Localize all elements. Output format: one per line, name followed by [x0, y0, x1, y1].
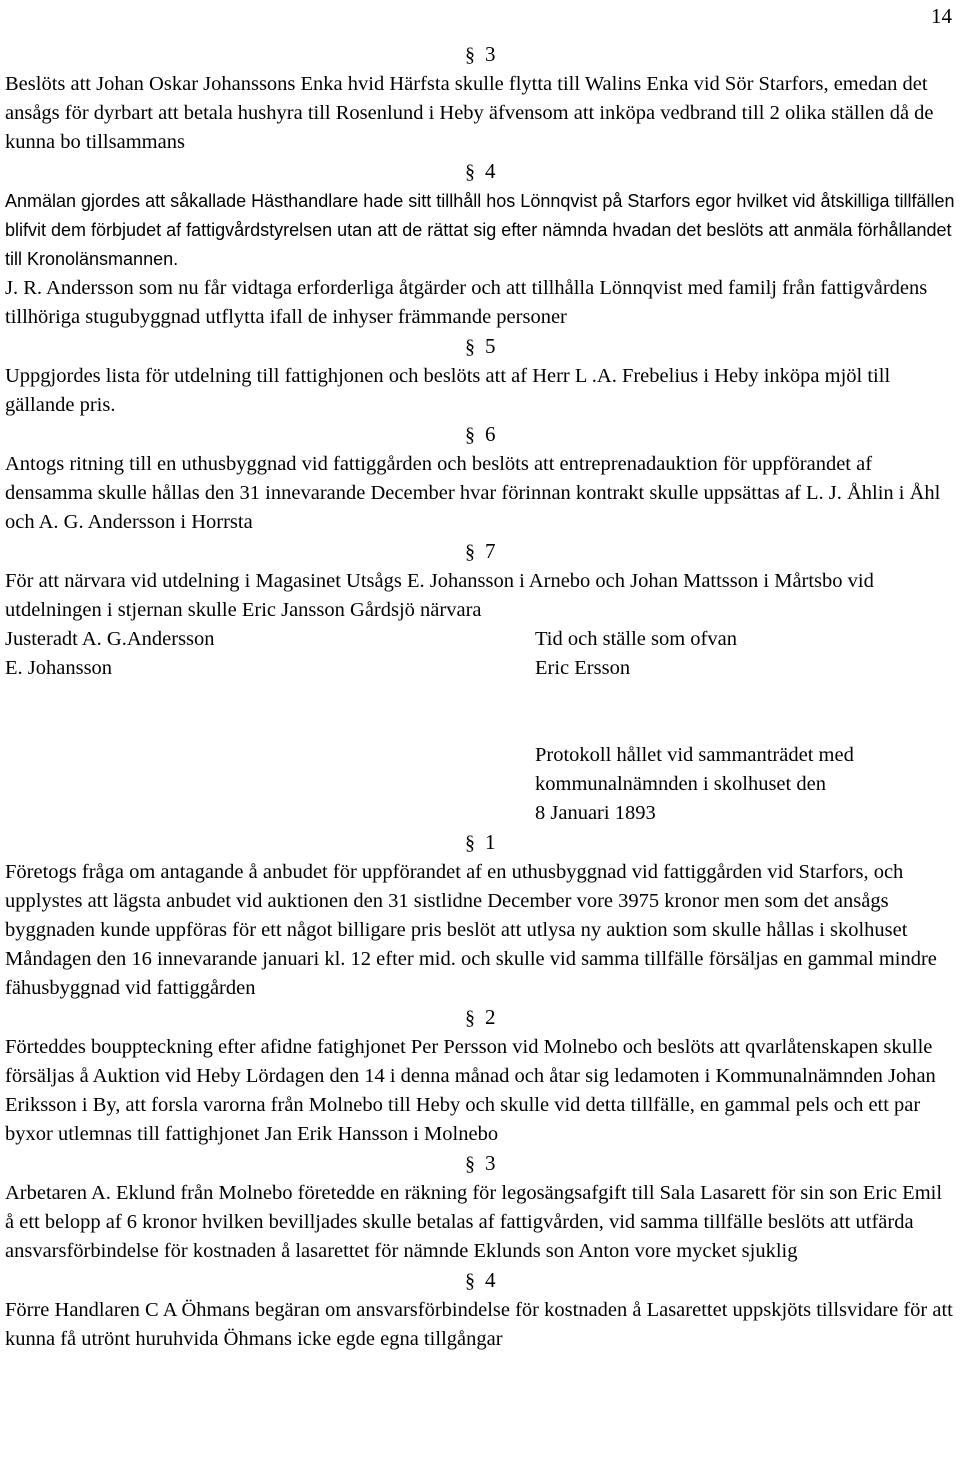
section-number: 4: [485, 1268, 496, 1292]
protocol-date: 8 Januari 1893: [535, 802, 656, 824]
section-symbol: §: [465, 1270, 475, 1292]
paragraph-t3: Arbetaren A. Eklund från Molnebo företedde en räkning för legosängsafgift till Sala Lasarett för sin son Eric Emil å ett belopp af 6 kronor hvilken bevilljades skulle betalas af fattigvården, vid samma tillfälle beslöts att utfärda ansvarsförbindelse för kostnaden å lasarettet för nämnde Eklunds son Anton vore mycket sjuklig: [5, 1182, 943, 1262]
signature-row-2: [5, 654, 955, 683]
spacer: [5, 683, 955, 741]
section-symbol: §: [465, 1153, 475, 1175]
section-symbol: §: [465, 44, 475, 66]
section-heading-3b: [5, 1149, 955, 1179]
signature-left-1: Justeradt A. G.Andersson: [5, 628, 215, 650]
section-symbol: §: [465, 1007, 475, 1029]
paragraph-s7: För att närvara vid utdelning i Magasinet Utsågs E. Johansson i Arnebo och Johan Mattsson i Mårtsbo vid utdelningen i stjernan skulle Eric Jansson Gårdsjö närvara: [5, 570, 874, 621]
paragraph-t4: Förre Handlaren C A Öhmans begäran om ansvarsförbindelse för kostnaden å Lasarettet uppskjöts tillsvidare för att kunna få utrönt huruhvida Öhmans icke egde egna tillgångar: [5, 1299, 953, 1350]
signature-row-1: [5, 625, 955, 654]
paragraph-s4-a: Anmälan gjordes att såkallade Hästhandlare hade sitt tillhåll hos Lönnqvist på Starfors egor hvilket vid åtskilliga tillfällen blifvit dem förbjudet af fattigvårdstyrelsen utan att de rättat sig efter nämnda hvadan det beslöts att anmäla förhållandet till Kronolänsmannen.: [5, 191, 955, 269]
section-number: 3: [485, 1151, 496, 1175]
section-symbol: §: [465, 541, 475, 563]
section-heading-3: [5, 40, 955, 70]
paragraph-t1: Företogs fråga om antagande å anbudet för uppförandet af en uthusbyggnad vid fattiggården vid Starfors, och upplystes att lägsta anbudet vid auktionen den 31 sistlidne December vore 3975 kronor men som det ansågs byggnaden kunde uppföras för ett något billigare pris beslöt att utlysa ny auktion som skulle hållas i skolhuset Måndagen den 16 innevarande januari kl. 12 efter mid. och skulle vid samma tillfälle försäljas en gammal mindre fähusbyggnad vid fattiggården: [5, 861, 937, 999]
section-heading-5: [5, 332, 955, 362]
paragraph-s6: Antogs ritning till en uthusbyggnad vid fattiggården och beslöts att entreprenadauktion för uppförandet af densamma skulle hållas den 31 innevarande December hvar förinnan kontrakt skulle uppsättas af L. J. Åhlin i Åhl och A. G. Andersson i Horrsta: [5, 453, 941, 533]
section-heading-7: [5, 537, 955, 567]
section-symbol: §: [465, 832, 475, 854]
section-number: 3: [485, 42, 496, 66]
section-number: 5: [485, 334, 496, 358]
section-symbol: §: [465, 336, 475, 358]
section-symbol: §: [465, 161, 475, 183]
section-heading-4: [5, 157, 955, 187]
section-number: 7: [485, 539, 496, 563]
page-number: 14: [931, 4, 952, 28]
paragraph-t2: Förteddes bouppteckning efter afidne fatighjonet Per Persson vid Molnebo och beslöts att qvarlåtenskapen skulle försäljas å Auktion vid Heby Lördagen den 14 i denna månad och åtar sig ledamoten i Kommunalnämnden Johan Eriksson i By, att forsla varorna från Molnebo till Heby och skulle vid detta tillfälle, en gammal pels och ett par byxor utlemnas till fattighjonet Jan Erik Hansson i Molnebo: [5, 1036, 936, 1145]
document-page: [5, 40, 955, 1354]
paragraph-s5: Uppgjordes lista för utdelning till fattighjonen och beslöts att af Herr L .A. Frebelius i Heby inköpa mjöl till gällande pris.: [5, 365, 891, 416]
signature-right-1: Tid och ställe som ofvan: [535, 628, 737, 650]
signature-left-2: E. Johansson: [5, 657, 113, 679]
section-number: 6: [485, 422, 496, 446]
section-number: 2: [485, 1005, 496, 1029]
section-heading-1: [5, 828, 955, 858]
section-heading-6: [5, 420, 955, 450]
protocol-header: [5, 741, 955, 828]
section-number: 1: [485, 830, 496, 854]
section-heading-4b: [5, 1266, 955, 1296]
paragraph-s4-b: J. R. Andersson som nu får vidtaga erforderliga åtgärder och att tillhålla Lönnqvist med familj från fattigvårdens tillhöriga stugubyggnad utflytta ifall de inhyser främmande personer: [5, 277, 928, 328]
signature-right-2: Eric Ersson: [535, 657, 631, 679]
paragraph-s3: Beslöts att Johan Oskar Johanssons Enka hvid Härfsta skulle flytta till Walins Enka vid Sör Starfors, emedan det ansågs för dyrbart att betala hushyra till Rosenlund i Heby äfvensom att inköpa vedbrand till 2 olika ställen då de kunna bo tillsammans: [5, 73, 934, 153]
section-heading-2: [5, 1003, 955, 1033]
section-symbol: §: [465, 424, 475, 446]
protocol-line-2: kommunalnämnden i skolhuset den: [535, 773, 826, 795]
section-number: 4: [485, 159, 496, 183]
protocol-line-1: Protokoll hållet vid sammanträdet med: [535, 744, 854, 766]
